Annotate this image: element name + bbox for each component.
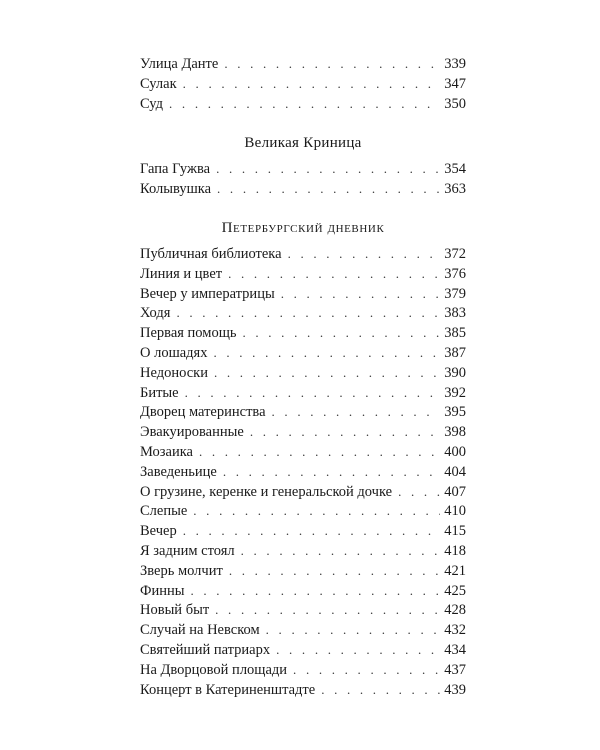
toc-entry[interactable] <box>140 74 466 94</box>
dot-leader <box>215 600 440 620</box>
dot-leader <box>217 179 440 199</box>
toc-entry-title: Улица Данте <box>140 56 219 72</box>
dot-leader <box>213 343 440 363</box>
toc-entry-page: 428 <box>444 602 466 619</box>
toc-entry-title: Финны <box>140 582 185 599</box>
spacer <box>140 113 466 133</box>
dot-leader <box>288 244 441 264</box>
toc-entry[interactable] <box>140 244 466 264</box>
toc-entry[interactable] <box>140 482 466 502</box>
dot-leader <box>321 680 440 700</box>
table-of-contents <box>140 54 466 699</box>
toc-section <box>140 54 466 113</box>
toc-entry[interactable] <box>140 159 466 179</box>
toc-entry[interactable] <box>140 402 466 422</box>
toc-entry[interactable] <box>140 179 466 199</box>
toc-entry-page: 376 <box>444 265 466 282</box>
toc-entry-title: Публичная библиотека <box>140 245 282 262</box>
toc-entry-title: На Дворцовой площади <box>140 661 288 678</box>
toc-entry-page: 395 <box>444 404 466 421</box>
toc-entry[interactable] <box>140 363 466 383</box>
toc-entry-title: Первая помощь <box>140 325 237 342</box>
dot-leader <box>214 363 440 383</box>
toc-entry-title: Колывушка <box>140 181 212 198</box>
toc-entry-title: Недоноски <box>140 364 208 381</box>
toc-entry-page: 379 <box>444 285 466 302</box>
toc-entry-title: Суд <box>140 95 164 112</box>
toc-entry-page: 439 <box>444 681 466 698</box>
toc-entry[interactable] <box>140 620 466 640</box>
toc-entry[interactable] <box>140 343 466 363</box>
dot-leader <box>169 94 440 114</box>
dot-leader <box>281 284 441 304</box>
toc-entry-title: Вечер у императрицы <box>140 285 275 302</box>
dot-leader <box>228 264 440 284</box>
toc-entry-page: 392 <box>444 384 466 401</box>
dot-leader <box>398 482 440 502</box>
dot-leader <box>229 561 440 581</box>
toc-entry[interactable] <box>140 94 466 114</box>
toc-entry[interactable] <box>140 680 466 700</box>
toc-entry-title: Святейший патриарх <box>140 641 271 658</box>
toc-entry-page: 398 <box>444 424 466 441</box>
toc-entry-page: 404 <box>444 463 466 480</box>
dot-leader <box>199 442 440 462</box>
toc-entry-title: Ходя <box>140 305 171 322</box>
toc-entry[interactable] <box>140 600 466 620</box>
dot-leader <box>276 640 440 660</box>
toc-entry[interactable] <box>140 501 466 521</box>
toc-entry-page: 432 <box>444 622 466 639</box>
spacer <box>140 199 466 218</box>
toc-entry-page: 407 <box>444 483 466 500</box>
toc-entry-page: 347 <box>444 75 466 92</box>
toc-entry-title: Заведеньице <box>140 463 217 480</box>
toc-entry[interactable] <box>140 54 466 74</box>
dot-leader <box>293 660 440 680</box>
dot-leader <box>185 383 441 403</box>
toc-entry[interactable] <box>140 521 466 541</box>
dot-leader <box>250 422 440 442</box>
dot-leader <box>183 521 441 541</box>
toc-entry-title: О грузине, керенке и генеральской дочке <box>140 483 393 500</box>
toc-entry[interactable] <box>140 383 466 403</box>
toc-entry-title: Линия и цвет <box>140 265 223 282</box>
toc-entry-title: Дворец материнства <box>140 404 266 421</box>
dot-leader <box>224 54 440 74</box>
dot-leader <box>183 74 441 94</box>
toc-entry-page: 390 <box>444 364 466 381</box>
dot-leader <box>241 541 441 561</box>
toc-entry-title: Новый быт <box>140 602 210 619</box>
toc-entry[interactable] <box>140 660 466 680</box>
toc-entry-page: 425 <box>444 582 466 599</box>
toc-entry[interactable] <box>140 284 466 304</box>
toc-entry[interactable] <box>140 640 466 660</box>
toc-entry-page: 387 <box>444 344 466 361</box>
toc-entry[interactable] <box>140 323 466 343</box>
toc-entry-page: 339 <box>444 56 466 72</box>
toc-entry-page: 421 <box>444 562 466 579</box>
toc-entry[interactable] <box>140 422 466 442</box>
toc-entry[interactable] <box>140 581 466 601</box>
toc-entry-title: Концерт в Катериненштадте <box>140 681 316 698</box>
toc-entry-title: Сулак <box>140 75 177 92</box>
toc-entry-title: Эвакуированные <box>140 424 244 441</box>
toc-entry-page: 363 <box>444 181 466 198</box>
section-heading: Великая Криница <box>244 135 362 152</box>
toc-entry-title: Я задним стоял <box>140 542 235 559</box>
toc-entry-title: Слепые <box>140 503 188 520</box>
section-heading: Петербургский дневник <box>221 219 385 236</box>
toc-entry-page: 410 <box>444 503 466 520</box>
toc-entry-page: 385 <box>444 325 466 342</box>
toc-entry-page: 434 <box>444 641 466 658</box>
toc-section <box>140 218 466 699</box>
toc-entry[interactable] <box>140 462 466 482</box>
toc-entry-title: О лошадях <box>140 344 208 361</box>
dot-leader <box>216 159 440 179</box>
toc-entry-page: 415 <box>444 523 466 540</box>
dot-leader <box>223 462 440 482</box>
toc-entry[interactable] <box>140 541 466 561</box>
toc-entry-title: Вечер <box>140 523 177 540</box>
toc-entry-page: 372 <box>444 245 466 262</box>
toc-entry[interactable] <box>140 561 466 581</box>
toc-entry-page: 354 <box>444 161 466 178</box>
toc-entry-title: Зверь молчит <box>140 562 223 579</box>
toc-entry-page: 383 <box>444 305 466 322</box>
dot-leader <box>193 501 440 521</box>
dot-leader <box>190 581 440 601</box>
dot-leader <box>176 303 440 323</box>
dot-leader <box>242 323 440 343</box>
toc-entry[interactable] <box>140 303 466 323</box>
toc-entry-title: Мозаика <box>140 443 193 460</box>
toc-entry-page: 418 <box>444 542 466 559</box>
toc-entry-page: 400 <box>444 443 466 460</box>
toc-entry-title: Битые <box>140 384 179 401</box>
toc-section <box>140 133 466 199</box>
toc-entry[interactable] <box>140 442 466 462</box>
toc-entry-title: Гапа Гужва <box>140 161 211 178</box>
toc-entry-page: 350 <box>444 95 466 112</box>
toc-entry-title: Случай на Невском <box>140 622 260 639</box>
dot-leader <box>272 402 441 422</box>
toc-entry[interactable] <box>140 264 466 284</box>
dot-leader <box>266 620 441 640</box>
toc-entry-page: 437 <box>444 661 466 678</box>
